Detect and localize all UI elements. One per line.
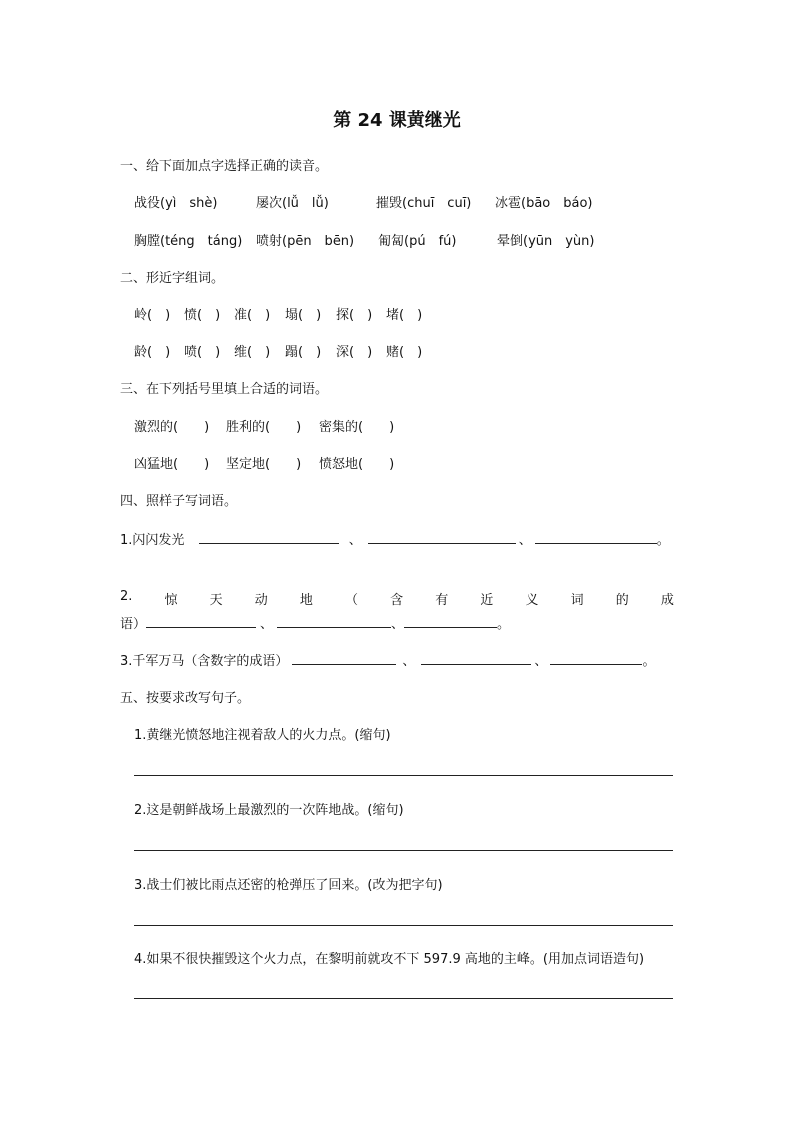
phrase-item: 愤怒地( )	[319, 457, 395, 472]
answer-blank[interactable]	[146, 614, 256, 628]
q1-prefix: 1.闪闪发光	[120, 533, 185, 548]
phrase-item: 激烈的( )	[134, 420, 210, 435]
phrase-item: 胜利的( )	[226, 420, 302, 435]
separator: 、	[402, 654, 416, 669]
pinyin-item: 战役(yì shè)	[134, 196, 218, 211]
q2-char: 近	[480, 593, 494, 608]
answer-blank[interactable]	[404, 614, 497, 628]
rewrite-question-4: 4.如果不很快摧毁这个火力点，在黎明前就攻不下 597.9 高地的主峰。(用加点词语造句)	[134, 952, 645, 967]
word-item: 准( )	[234, 308, 271, 323]
separator: 、	[518, 533, 532, 548]
word-item: 深( )	[336, 345, 373, 360]
answer-blank[interactable]	[535, 530, 657, 544]
phrase-item: 坚定地( )	[226, 457, 302, 472]
answer-blank[interactable]	[421, 651, 531, 665]
answer-blank[interactable]	[277, 614, 391, 628]
q2-char: 动	[254, 593, 268, 608]
word-item: 赌( )	[386, 345, 423, 360]
answer-line[interactable]	[134, 925, 673, 926]
pinyin-item: 冰雹(bāo báo)	[495, 196, 593, 211]
q3-line	[120, 650, 655, 669]
q2-char: 含	[390, 593, 404, 608]
q2-char: 惊	[164, 593, 178, 608]
end-mark: 。	[656, 533, 670, 548]
q2-char: （	[345, 593, 359, 608]
q2-char: 天	[209, 593, 223, 608]
answer-blank[interactable]	[550, 651, 642, 665]
separator: 、	[391, 617, 405, 632]
q2-char: 词	[570, 593, 584, 608]
phrase-item: 密集的( )	[319, 420, 395, 435]
answer-blank[interactable]	[368, 530, 516, 544]
q2-cont: 语）	[120, 617, 147, 632]
q3-prefix: 3.千军万马（含数字的成语）	[120, 654, 289, 669]
word-item: 塌( )	[285, 308, 322, 323]
answer-line[interactable]	[134, 775, 673, 776]
word-item: 愤( )	[184, 308, 221, 323]
q2-line	[120, 589, 674, 608]
section-3-heading: 三、在下列括号里填上合适的词语。	[120, 382, 329, 397]
rewrite-question-1: 1.黄继光愤怒地注视着敌人的火力点。(缩句)	[134, 728, 391, 743]
end-mark: 。	[497, 617, 511, 632]
page-title: 第 24 课黄继光	[333, 110, 461, 131]
q2-line-cont	[120, 613, 510, 632]
section-1-heading: 一、给下面加点字选择正确的读音。	[120, 159, 329, 174]
pinyin-item: 喷射(pēn bēn)	[256, 234, 355, 249]
answer-line[interactable]	[134, 998, 673, 999]
word-item: 蹋( )	[285, 345, 322, 360]
q1-line	[120, 529, 670, 548]
rewrite-question-2: 2.这是朝鲜战场上最激烈的一次阵地战。(缩句)	[134, 803, 404, 818]
end-mark: 。	[642, 654, 656, 669]
pinyin-item: 晕倒(yūn yùn)	[497, 234, 595, 249]
pinyin-item: 胸膛(téng táng)	[134, 234, 243, 249]
word-item: 龄( )	[134, 345, 171, 360]
word-item: 堵( )	[386, 308, 423, 323]
pinyin-item: 摧毁(chuī cuī)	[376, 196, 472, 211]
section-4-heading: 四、照样子写词语。	[120, 494, 238, 509]
q2-char: 成	[660, 593, 674, 608]
answer-blank[interactable]	[292, 651, 396, 665]
pinyin-item: 匍匐(pú fú)	[378, 234, 457, 249]
word-item: 探( )	[336, 308, 373, 323]
answer-blank[interactable]	[199, 530, 339, 544]
q2-char: 义	[525, 593, 539, 608]
q2-char: 2.	[120, 589, 133, 604]
separator: 、	[260, 617, 274, 632]
section-2-heading: 二、形近字组词。	[120, 271, 225, 286]
word-item: 维( )	[234, 345, 271, 360]
section-5-heading: 五、按要求改写句子。	[120, 691, 251, 706]
phrase-item: 凶猛地( )	[134, 457, 210, 472]
rewrite-question-3: 3.战士们被比雨点还密的枪弹压了回来。(改为把字句)	[134, 878, 443, 893]
q2-char: 的	[615, 593, 629, 608]
separator: 、	[534, 654, 548, 669]
word-item: 岭( )	[134, 308, 171, 323]
separator: 、	[348, 533, 362, 548]
answer-line[interactable]	[134, 850, 673, 851]
word-item: 喷( )	[184, 345, 221, 360]
q2-char: 地	[299, 593, 313, 608]
q2-char: 有	[435, 593, 449, 608]
pinyin-item: 屡次(lǚ lǚ)	[256, 196, 329, 211]
